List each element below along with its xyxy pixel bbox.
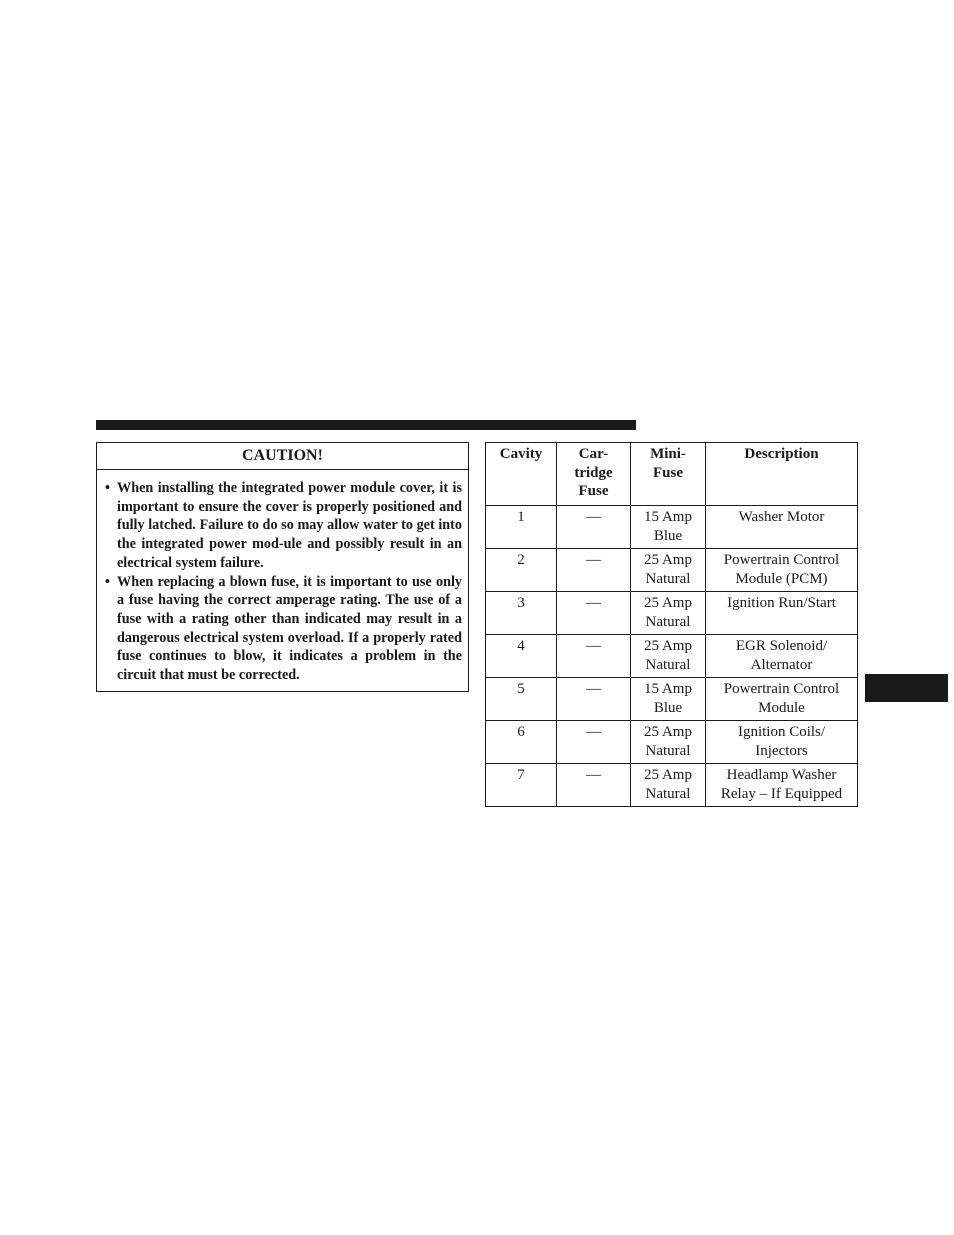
cell-cavity: 1 [486, 506, 557, 549]
cell-mini-fuse: 25 Amp Natural [631, 549, 706, 592]
cell-cavity: 6 [486, 721, 557, 764]
table-row [486, 764, 858, 807]
cell-cartridge: — [557, 678, 631, 721]
cell-cartridge: — [557, 764, 631, 807]
header-cavity: Cavity [486, 443, 557, 506]
cell-cartridge: — [557, 506, 631, 549]
cell-cavity: 3 [486, 592, 557, 635]
header-mini-fuse: Mini- Fuse [631, 443, 706, 506]
caution-item: • When installing the integrated power module cover, it is important to ensure the cover is properly positioned and fully latched. Failure to do so may allow water to get into the integrated power mod-ule and possibly result in an electrical system failure. [105, 480, 462, 571]
cell-mini-fuse: 15 Amp Blue [631, 506, 706, 549]
table-row [486, 721, 858, 764]
cell-cartridge: — [557, 635, 631, 678]
cell-description: Headlamp Washer Relay – If Equipped [706, 764, 858, 807]
header-cartridge-fuse: Car- tridge Fuse [557, 443, 631, 506]
cell-description: Powertrain Control Module (PCM) [706, 549, 858, 592]
cell-mini-fuse: 25 Amp Natural [631, 721, 706, 764]
caution-list [97, 470, 468, 691]
fuse-table [485, 442, 858, 807]
caution-box [96, 442, 469, 692]
caution-title: CAUTION! [97, 443, 468, 470]
cell-description: Ignition Run/Start [706, 592, 858, 635]
bullet-icon: • [105, 480, 110, 496]
cell-cartridge: — [557, 549, 631, 592]
cell-description: Powertrain Control Module [706, 678, 858, 721]
cell-mini-fuse: 25 Amp Natural [631, 764, 706, 807]
cell-cartridge: — [557, 592, 631, 635]
cell-description: EGR Solenoid/ Alternator [706, 635, 858, 678]
cell-cavity: 4 [486, 635, 557, 678]
section-rule [96, 420, 636, 430]
cell-cavity: 7 [486, 764, 557, 807]
cell-description: Washer Motor [706, 506, 858, 549]
header-description: Description [706, 443, 858, 506]
cell-mini-fuse: 15 Amp Blue [631, 678, 706, 721]
table-row [486, 506, 858, 549]
cell-cavity: 2 [486, 549, 557, 592]
table-row [486, 549, 858, 592]
table-header-row [486, 443, 858, 506]
caution-item: • When replacing a blown fuse, it is important to use only a fuse having the correct amperage rating. The use of a fuse with a rating other than indicated may result in a dangerous electrical system overload. If a properly rated fuse continues to blow, it indicates a problem in the circuit that must be corrected. [105, 573, 462, 684]
bullet-icon: • [105, 573, 110, 590]
table-row [486, 635, 858, 678]
cell-cartridge: — [557, 721, 631, 764]
cell-description: Ignition Coils/ Injectors [706, 721, 858, 764]
cell-cavity: 5 [486, 678, 557, 721]
cell-mini-fuse: 25 Amp Natural [631, 635, 706, 678]
chapter-tab [865, 674, 948, 702]
cell-mini-fuse: 25 Amp Natural [631, 592, 706, 635]
table-row [486, 678, 858, 721]
table-row [486, 592, 858, 635]
